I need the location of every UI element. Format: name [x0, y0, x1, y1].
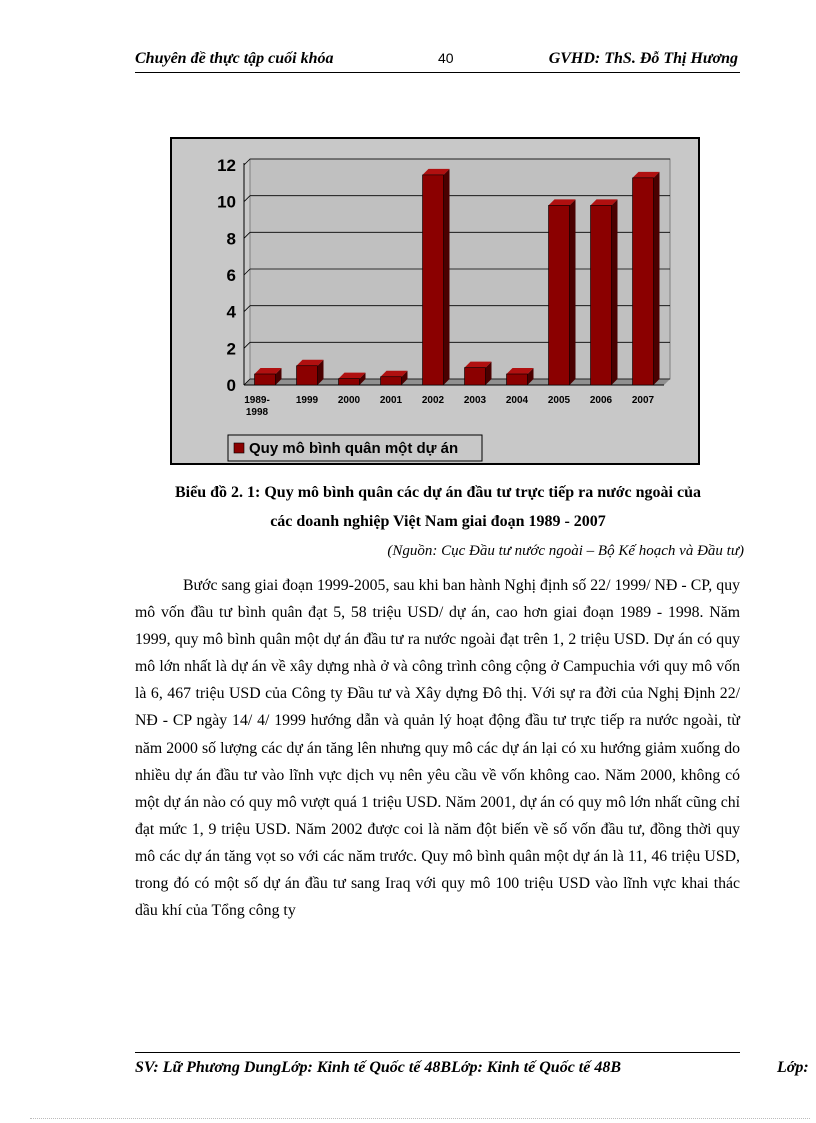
gridline-diag: [244, 269, 250, 275]
page-number: 40: [438, 50, 454, 66]
x-tick-label: 2006: [589, 395, 613, 406]
x-tick-label: 2005: [547, 395, 571, 406]
bar-chart: [170, 137, 700, 465]
bar: [255, 374, 276, 385]
gridline-diag: [244, 342, 250, 348]
legend-swatch: [234, 443, 244, 453]
gridline-diag: [244, 196, 250, 202]
chart-caption-line2: các doanh nghiệp Việt Nam giai đoạn 1989 - 2007: [270, 513, 606, 530]
bar-side: [612, 199, 618, 385]
bar-side: [570, 199, 576, 385]
bar: [633, 178, 654, 385]
body-text: [135, 572, 740, 924]
bar-side: [444, 169, 450, 385]
x-tick-label: 2007: [631, 395, 655, 406]
x-tick-label: 1989-: [244, 395, 270, 406]
y-tick-label: 0: [226, 376, 236, 395]
page-footer: [135, 1052, 809, 1081]
x-tick-label: 2004: [505, 395, 529, 406]
bar: [549, 205, 570, 385]
header-title: Chuyên đề thực tập cuối khóa: [135, 50, 334, 67]
bar-side: [654, 172, 660, 385]
header-advisor: GVHD: ThS. Đỗ Thị Hương: [548, 50, 738, 67]
gridline-diag: [244, 159, 250, 165]
y-tick-label: 2: [226, 339, 236, 359]
page-header: [135, 48, 740, 73]
chart-svg: [172, 139, 698, 463]
x-tick-label: 2001: [379, 395, 403, 406]
bar: [339, 379, 360, 385]
bar: [465, 368, 486, 385]
y-tick-label: 8: [226, 229, 236, 249]
y-tick-label: 4: [226, 302, 236, 322]
x-tick-label: 1998: [245, 407, 269, 418]
legend-label: Quy mô bình quân một dự án: [249, 440, 459, 457]
gridline-diag: [244, 306, 250, 312]
chart-caption-line1: Biểu đồ 2. 1: Quy mô bình quân các dự án đầu tư trực tiếp ra nước ngoài của: [175, 484, 701, 501]
footer-class: Lớp:: [777, 1059, 809, 1076]
bar: [297, 366, 318, 385]
bar: [423, 175, 444, 385]
chart-source: (Nguồn: Cục Đầu tư nước ngoài – Bộ Kế hoạch và Đầu tư): [387, 543, 744, 559]
bar: [591, 205, 612, 385]
x-tick-label: 1999: [295, 395, 319, 406]
body-paragraph: Bước sang giai đoạn 1999-2005, sau khi ban hành Nghị định số 22/ 1999/ NĐ - CP, quy mô vốn đầu tư bình quân đạt 5, 58 triệu USD/ dự án, cao hơn giai đoạn 1989 - 1998. Năm 1999, quy mô bình quân một dự án đầu tư ra nước ngoài đạt trên 1, 2 triệu USD. Dự án có quy mô lớn nhất là dự án về xây dựng nhà ở và công trình công cộng ở Campuchia với quy mô vốn là 6, 467 triệu USD của Công ty Đầu tư và Xây dựng Đô thị. Với sự ra đời của Nghị Định 22/ NĐ - CP ngày 14/ 4/ 1999 hướng dẫn và quản lý hoạt động đầu tư trực tiếp ra nước ngoài, từ năm 2000 số lượng các dự án tăng lên nhưng quy mô các dự án lại có xu hướng giảm xuống do nhiều dự án đầu tư vào lĩnh vực dịch vụ nên yêu cầu về vốn không cao. Năm 2000, không có một dự án nào có quy mô vượt quá 1 triệu USD. Năm 2001, dự án có quy mô lớn nhất cũng chỉ đạt mức 1, 9 triệu USD. Năm 2002 được coi là năm đột biến về số vốn đầu tư, đồng thời quy mô các dự án tăng vọt so với các năm trước. Quy mô bình quân một dự án là 11, 46 triệu USD, trong đó có một số dự án đầu tư sang Iraq với quy mô 100 triệu USD vào lĩnh vực khai thác dầu khí của Tổng công ty: [135, 577, 740, 920]
gridline-diag: [244, 232, 250, 238]
bar: [381, 377, 402, 385]
y-tick-label: 12: [217, 156, 236, 175]
footer-student: SV: Lữ Phương DungLớp: Kinh tế Quốc tế 48BLớp: Kinh tế Quốc tế 48B: [135, 1059, 622, 1076]
page-bottom-divider: [30, 1118, 810, 1119]
x-tick-label: 2003: [463, 395, 487, 406]
bar: [507, 374, 528, 385]
y-tick-label: 6: [226, 266, 236, 285]
x-tick-label: 2002: [421, 395, 445, 406]
x-tick-label: 2000: [337, 395, 361, 406]
y-tick-label: 10: [217, 192, 236, 212]
